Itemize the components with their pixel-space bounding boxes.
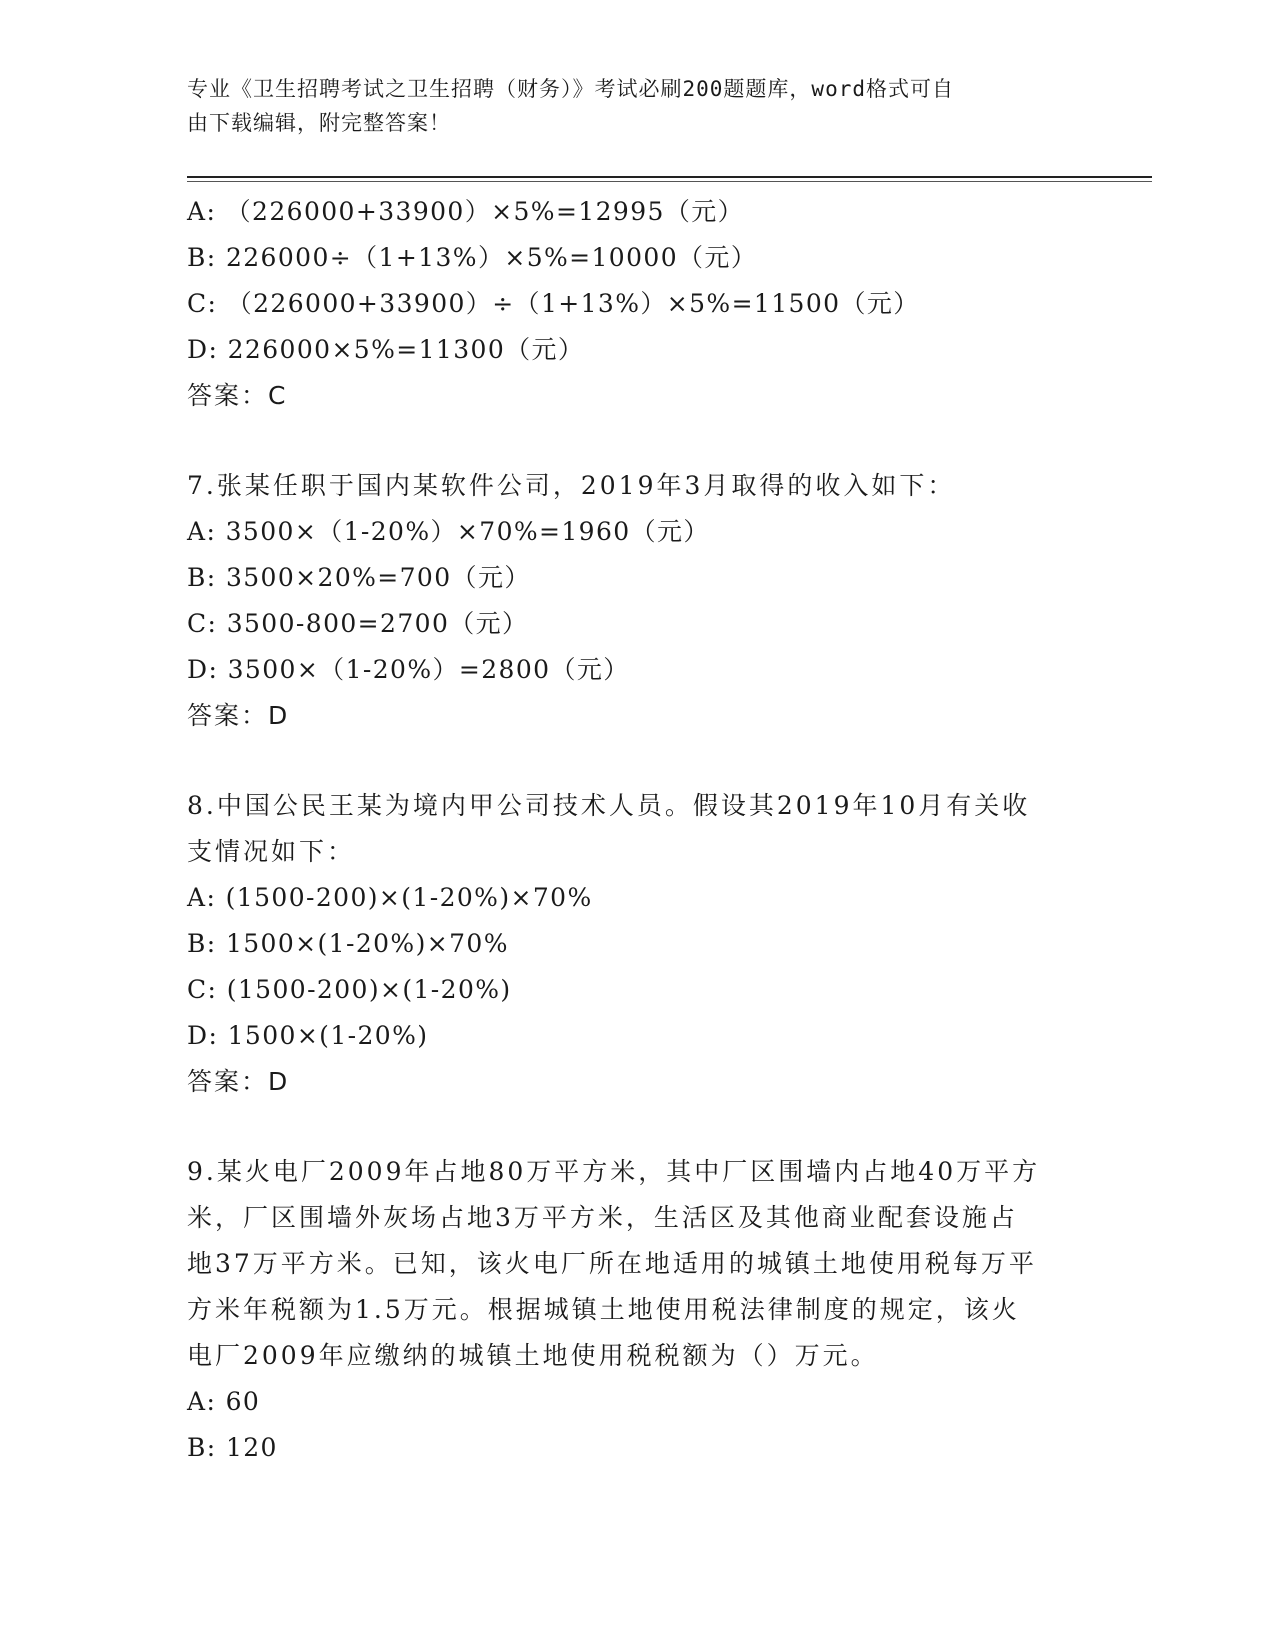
question-stem: 方米年税额为1.5万元。根据城镇土地使用税法律制度的规定，该火 [187,1295,1020,1324]
option-b: B: 1500×(1-20%)×70% [187,929,509,958]
option-c: C: 3500-800=2700（元） [187,609,529,638]
question-stem: 电厂2009年应缴纳的城镇土地使用税税额为（）万元。 [187,1341,879,1370]
question-stem: 8.中国公民王某为境内甲公司技术人员。假设其2019年10月有关收 [187,791,1031,820]
question-stem: 7.张某任职于国内某软件公司，2019年3月取得的收入如下： [187,471,956,500]
answer: 答案：C [187,381,288,410]
option-d: D: 1500×(1-20%) [187,1021,429,1050]
spacer [187,1105,1087,1149]
option-a: A: 60 [187,1387,261,1416]
question-block-continued [187,189,1087,419]
answer: 答案：D [187,701,290,730]
question-7 [187,463,1087,739]
question-9 [187,1149,1087,1471]
header-rule-thin [187,181,1152,182]
question-8 [187,783,1087,1105]
option-c: C: （226000+33900）÷（1+13%）×5%=11500（元） [187,289,920,318]
option-b: B: 3500×20%=700（元） [187,563,531,592]
header-line-2: 由下载编辑，附完整答案！ [187,111,451,135]
question-stem: 地37万平方米。已知，该火电厂所在地适用的城镇土地使用税每万平 [187,1249,1037,1278]
question-stem: 米，厂区围墙外灰场占地3万平方米，生活区及其他商业配套设施占 [187,1203,1018,1232]
option-d: D: 226000×5%=11300（元） [187,335,585,364]
header-line-1: 专业《卫生招聘考试之卫生招聘（财务）》考试必刷200题题库，word格式可自 [187,77,954,101]
option-c: C: (1500-200)×(1-20%) [187,975,512,1004]
spacer [187,739,1087,783]
question-stem: 支情况如下： [187,837,356,866]
answer: 答案：D [187,1067,290,1096]
spacer [187,419,1087,463]
question-list [187,189,1087,1471]
option-a: A: （226000+33900）×5%=12995（元） [187,197,745,226]
option-d: D: 3500×（1-20%）=2800（元） [187,655,630,684]
header-rule-thick [187,176,1152,178]
document-header [187,72,1067,140]
option-a: A: 3500×（1-20%）×70%=1960（元） [187,517,710,546]
option-b: B: 120 [187,1433,278,1462]
question-stem: 9.某火电厂2009年占地80万平方米，其中厂区围墙内占地40万平方 [187,1157,1041,1186]
option-a: A: (1500-200)×(1-20%)×70% [187,883,593,912]
option-b: B: 226000÷（1+13%）×5%=10000（元） [187,243,758,272]
